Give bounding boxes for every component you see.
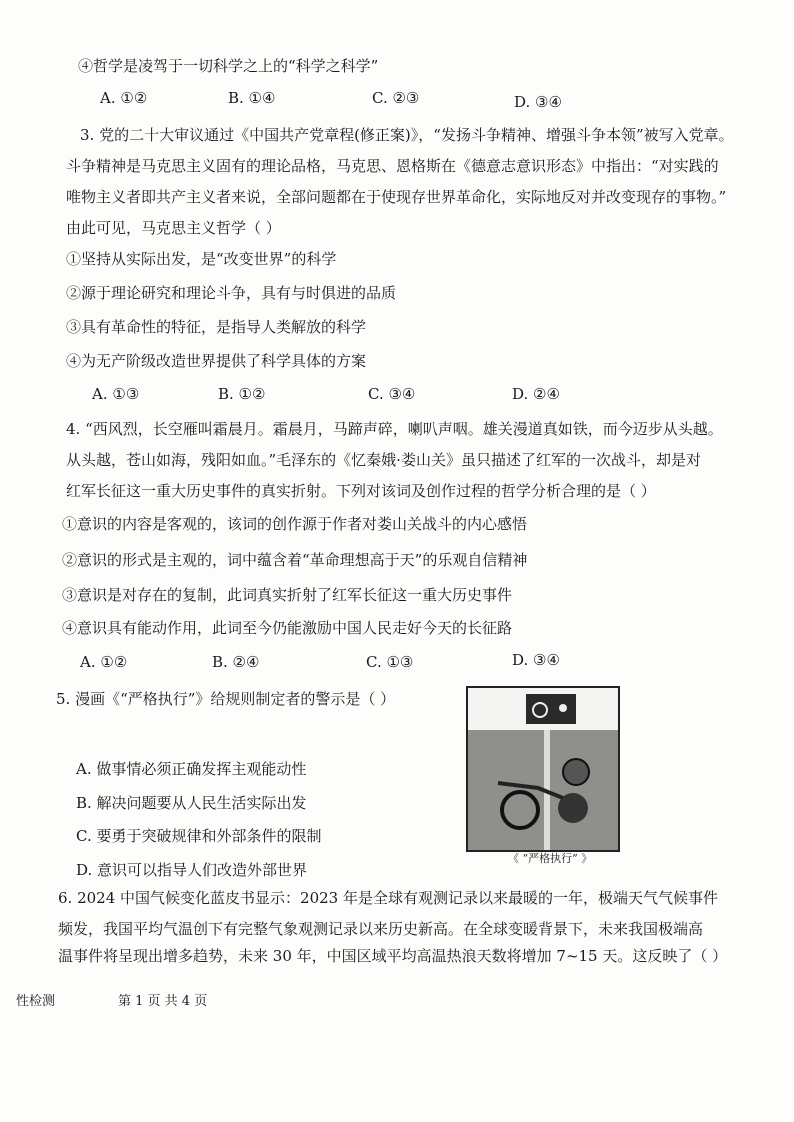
comic-illustration: [466, 686, 620, 852]
q4-statement-1: ①意识的内容是客观的，该词的创作源于作者对娄山关战斗的内心感悟: [62, 515, 528, 533]
q4-stem-line-2: 从头越，苍山如海，残阳如血。”毛泽东的《忆秦娥·娄山关》虽只描述了红军的一次战斗，却是对: [66, 451, 701, 469]
q2-option-c: C. ②③: [372, 89, 420, 107]
cyclist-head: [563, 759, 589, 785]
q4-stem-line-3: 红军长征这一重大历史事件的真实折射。下列对该词及创作过程的哲学分析合理的是（ ）: [66, 482, 656, 500]
q2-statement-4: ④哲学是凌驾于一切科学之上的“科学之科学”: [78, 57, 379, 75]
q4-option-d: D. ③④: [512, 651, 560, 669]
q2-option-d: D. ③④: [514, 93, 562, 111]
q3-stem-line-4: 由此可见，马克思主义哲学（ ）: [66, 219, 281, 237]
q5-option-d: D. 意识可以指导人们改造外部世界: [76, 861, 308, 879]
q3-statement-2: ②源于理论研究和理论斗争，具有与时俱进的品质: [66, 284, 397, 302]
q3-statement-3: ③具有革命性的特征，是指导人类解放的科学: [66, 318, 367, 336]
q5-option-a: A. 做事情必须正确发挥主观能动性: [76, 760, 307, 778]
q3-statement-1: ①坚持从实际出发，是“改变世界”的科学: [66, 250, 337, 268]
q3-option-c: C. ③④: [368, 385, 416, 403]
page-number: 第 1 页 共 4 页: [118, 994, 208, 1009]
q3-stem-line-1: 3. 党的二十大审议通过《中国共产党章程(修正案)》，“发扬斗争精神、增强斗争本领”被写入党章。: [80, 126, 734, 144]
q4-option-c: C. ①③: [366, 653, 414, 671]
q6-stem-line-1: 6. 2024 中国气候变化蓝皮书显示：2023 年是全球有观测记录以来最暖的一年，极端天气气候事件: [58, 889, 718, 907]
q3-stem-line-3: 唯物主义者即共产主义者来说，全部问题都在于使现存世界革命化，实际地反对并改变现存的事物。”: [66, 188, 727, 206]
q4-statement-4: ④意识具有能动作用，此词至今仍能激励中国人民走好今天的长征路: [62, 619, 513, 637]
q2-option-a: A. ①②: [100, 89, 148, 107]
q4-statement-3: ③意识是对存在的复制，此词真实折射了红军长征这一重大历史事件: [62, 586, 513, 604]
q5-option-b: B. 解决问题要从人民生活实际出发: [76, 794, 307, 812]
footer-title: 性检测: [16, 994, 56, 1009]
q3-statement-4: ④为无产阶级改造世界提供了科学具体的方案: [66, 352, 367, 370]
q4-statement-2: ②意识的形式是主观的，词中蕴含着“革命理想高于天”的乐观自信精神: [62, 551, 528, 569]
pedestrian-signal-icon: [559, 704, 567, 712]
q3-option-b: B. ①②: [218, 385, 266, 403]
q5-stem: 5. 漫画《“严格执行”》给规则制定者的警示是（ ）: [56, 690, 396, 708]
comic-caption: 《 “严格执行” 》: [508, 852, 593, 865]
q6-stem-line-3: 温事件将呈现出增多趋势，未来 30 年，中国区域平均高温热浪天数将增加 7~15 天。这反映了（ ）: [58, 947, 728, 965]
q6-stem-line-2: 频发，我国平均气温创下有完整气象观测记录以来历史新高。在全球变暖背景下，未来我国极端高: [58, 920, 704, 938]
comic-drawing: [468, 688, 618, 850]
q2-option-b: B. ①④: [228, 89, 276, 107]
q4-option-a: A. ①②: [80, 653, 128, 671]
q4-option-b: B. ②④: [212, 653, 260, 671]
q3-stem-line-2: 斗争精神是马克思主义固有的理论品格，马克思、恩格斯在《德意志意识形态》中指出：“对实践的: [66, 157, 719, 175]
q3-option-d: D. ②④: [512, 385, 560, 403]
q5-option-c: C. 要勇于突破规律和外部条件的限制: [76, 827, 322, 845]
q4-stem-line-1: 4. “西风烈，长空雁叫霜晨月。霜晨月，马蹄声碎，喇叭声咽。雄关漫道真如铁，而今迈步从头越。: [66, 420, 723, 438]
q3-option-a: A. ①③: [92, 385, 140, 403]
